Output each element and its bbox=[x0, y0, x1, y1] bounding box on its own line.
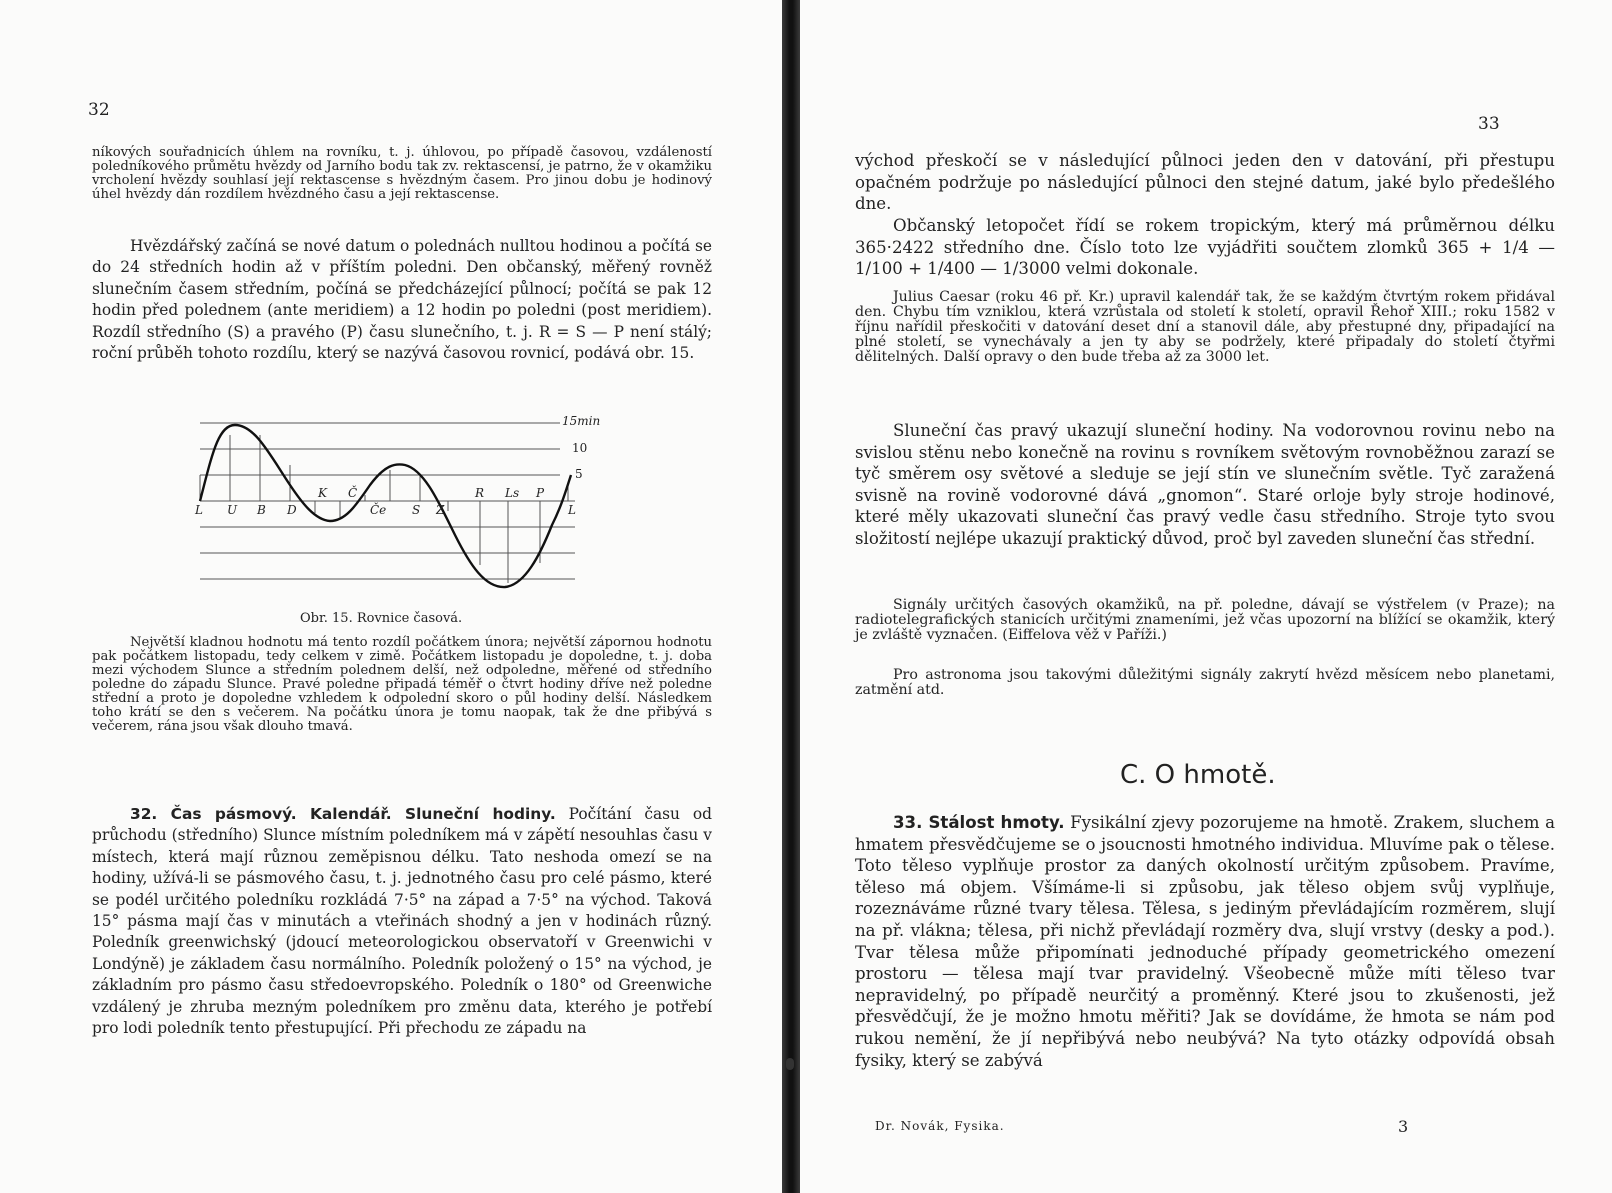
footer-author: Dr. Novák, Fysika. bbox=[875, 1119, 1005, 1133]
section-32-text: Počítání času od průchodu (středního) Slunce místním poledníkem má v zápětí nesouhlas času v místech, která mají různou zeměpisnou délku. Tato neshoda omezí se na hodiny, užívá-li se pásmového času, t. j. jednotného času pro celé pásmo, které se podél určitého poledníku rozkládá 7·5° na západ a 7·5° na východ. Taková 15° pásma mají čas v minutách a vteřinách shodný a jen v hodinách různý. Poledník greenwichský (jdoucí meteorologickou observatoří v Greenwichi v Londýně) je základem času normálního. Poledník položený o 15° na východ, je základním pro pásmo času středoevropského. Poledník o 180° od Greenwiche vzdálený je zhruba mezným poledníkem pro změnu data, kterého je potřebí pro lodi poledník tento přestupující. Při přechodu ze západu na bbox=[92, 805, 712, 1038]
paragraph-r3: Julius Caesar (roku 46 př. Kr.) upravil kalendář tak, že se každým čtvrtým rokem přidával den. Chybu tím vzniklou, která vzrůstala od století k století, opravil Řehoř XIII.; roku 1582 v říjnu nařídil přeskočiti v datování deset dní a stanovil dále, aby přestupné dny, připadající na plné století, se vynechávaly a jen ty aby se podržely, které připadaly do století čtyřmi dělitelných. Další opravy o den bude třeba až za 3000 let. bbox=[855, 289, 1555, 365]
paragraph-1: níkových souřadnicích úhlem na rovníku, t. j. úhlovou, po případě časovou, vzdáleností poledníkového průmětu hvězdy od Jarního bodu tak zv. rektascensí, je patrno, že v okamžiku vrcholení hvězdy souhlasí její rektascense s hvězdným časem. Pro jinou dobu je hodinový úhel hvězdy dán rozdílem hvězdného času a její rektascense. bbox=[92, 145, 712, 202]
paragraph-r6: Pro astronoma jsou takovými důležitými signály zakrytí hvězd měsícem nebo planetami, zatmění atd. bbox=[855, 667, 1555, 698]
paragraph-4 bbox=[92, 804, 712, 1039]
axis-label-Ce: Če bbox=[370, 503, 387, 517]
figure-equation-of-time bbox=[190, 415, 630, 600]
page-number-left: 32 bbox=[88, 100, 110, 120]
paragraph-r7 bbox=[855, 812, 1555, 1071]
axis-label-K: K bbox=[318, 486, 327, 500]
paragraph-2: Hvězdářský začíná se nové datum o polednách nulltou hodinou a počítá se do 24 středních hodin až v příštím poledni. Den občanský, měřený rovněž slunečním časem středním, počíná se předcházející půlnocí; počítá se pak 12 hodin před polednem (ante meridiem) a 12 hodin po poledni (post meridiem). Rozdíl středního (S) a pravého (P) času slunečního, t. j. R = S — P není stálý; roční průběh tohoto rozdílu, který se nazývá časovou rovnicí, podává obr. 15. bbox=[92, 237, 712, 363]
label-15min: 15min bbox=[562, 415, 601, 428]
book-gutter bbox=[782, 0, 800, 1193]
axis-label-C: Č bbox=[348, 486, 358, 500]
paragraph-r1: východ přeskočí se v následující půlnoci jeden den v datování, při přestupu opačném podržuje po následující půlnoci den stejné datum, jaké bylo předešlého dne. bbox=[855, 151, 1555, 214]
axis-label-B: B bbox=[257, 503, 266, 517]
chapter-heading: C. O hmotě. bbox=[1120, 760, 1276, 790]
section-33-title: 33. Stálost hmoty. bbox=[893, 813, 1065, 832]
section-33-text: Fysikální zjevy pozorujeme na hmotě. Zrakem, sluchem a hmatem přesvědčujeme se o jsoucnosti hmotného individua. Mluvíme pak o tělese. Toto těleso vyplňuje prostor za daných okolností určitým způsobem. Pravíme, těleso má objem. Všímáme-li si způsobu, jak těleso objem svůj vyplňuje, rozeznáváme různé tvary tělesa. Tělesa, s jediným převládajícím rozměrem, slují na př. vlákna; tělesa, při nichž převládají rozměry dva, slují vrstvy (desky a pod.). Tvar tělesa může připomínati jednoduché případy geometrického omezení prostoru — tělesa mají tvar pravidelný. Všeobecně může míti těleso tvar nepravidelný, po případě neurčitý a proměnný. Které jsou to zkušenosti, jež přesvědčují, že je možno hmotu měřiti? Jak se dovídáme, že hmota se nám pod rukou nemění, že jí nepřibývá nebo neubývá? Na tyto otázky odpovídá obsah fysiky, který se zabývá bbox=[855, 813, 1555, 1070]
axis-label-R: R bbox=[475, 486, 485, 500]
left-page bbox=[0, 0, 782, 1193]
signature-number: 3 bbox=[1398, 1117, 1409, 1136]
right-page bbox=[800, 0, 1612, 1193]
axis-label-D: D bbox=[287, 503, 297, 517]
paragraph-r5: Signály určitých časových okamžiků, na př. poledne, dávají se výstřelem (v Praze); na radiotelegrafických stanicích určitými znameními, jež včas upozorní na blížící se okamžik, který je zvláště vyznačen. (Eiffelova věž v Paříži.) bbox=[855, 597, 1555, 643]
axis-label-S: S bbox=[412, 503, 421, 517]
axis-label-L-end: L bbox=[568, 503, 576, 517]
axis-label-Z: Z bbox=[436, 503, 445, 517]
axis-label-Ls: Ls bbox=[505, 486, 520, 500]
axis-label-U: U bbox=[227, 503, 238, 517]
page-number-right: 33 bbox=[1478, 114, 1500, 134]
paragraph-3: Největší kladnou hodnotu má tento rozdíl počátkem února; největší zápornou hodnotu pak počátkem listopadu, tedy celkem v zimě. Počátkem listopadu je dopoledne, t. j. doba mezi východem Slunce a středním polednem delší, než odpoledne, měřené od středního poledne do západu Slunce. Pravé poledne připadá téměř o čtvrt hodiny dříve než poledne střední a proto je dopoledne vzhledem k odpolední skoro o půl hodiny delší. Následkem toho krátí se den s večerem. Na počátku února je tomu naopak, tak že dne přibývá s večerem, rána jsou však dlouho tmavá. bbox=[92, 635, 712, 734]
label-5: 5 bbox=[575, 467, 583, 481]
figure-caption: Obr. 15. Rovnice časová. bbox=[300, 611, 463, 626]
label-10: 10 bbox=[572, 441, 588, 455]
axis-label-P: P bbox=[536, 486, 545, 500]
section-32-title: 32. Čas pásmový. Kalendář. Sluneční hodiny. bbox=[130, 805, 556, 823]
gutter-mark bbox=[786, 1058, 794, 1070]
paragraph-r4: Sluneční čas pravý ukazují sluneční hodiny. Na vodorovnou rovinu nebo na svislou stěnu nebo konečně na rovinu s rovníkem světovým rovnoběžnou zarazí se tyč směrem osy světové a sleduje se její stín ve slunečním světle. Tyč zaražená svisně na rovině vodorovné dává „gnomon“. Staré orloje byly stroje hodinové, které měly ukazovati sluneční čas pravý vedle času středního. Stroje tyto svou složitostí nejlépe ukazují praktický důvod, proč byl zaveden sluneční čas střední. bbox=[855, 421, 1555, 548]
axis-label-L-start: L bbox=[195, 503, 203, 517]
paragraph-r2: Občanský letopočet řídí se rokem tropickým, který má průměrnou délku 365·2422 středního dne. Číslo toto lze vyjádřiti součtem zlomků 365 + 1/4 — 1/100 + 1/400 — 1/3000 velmi dokonale. bbox=[855, 216, 1555, 279]
